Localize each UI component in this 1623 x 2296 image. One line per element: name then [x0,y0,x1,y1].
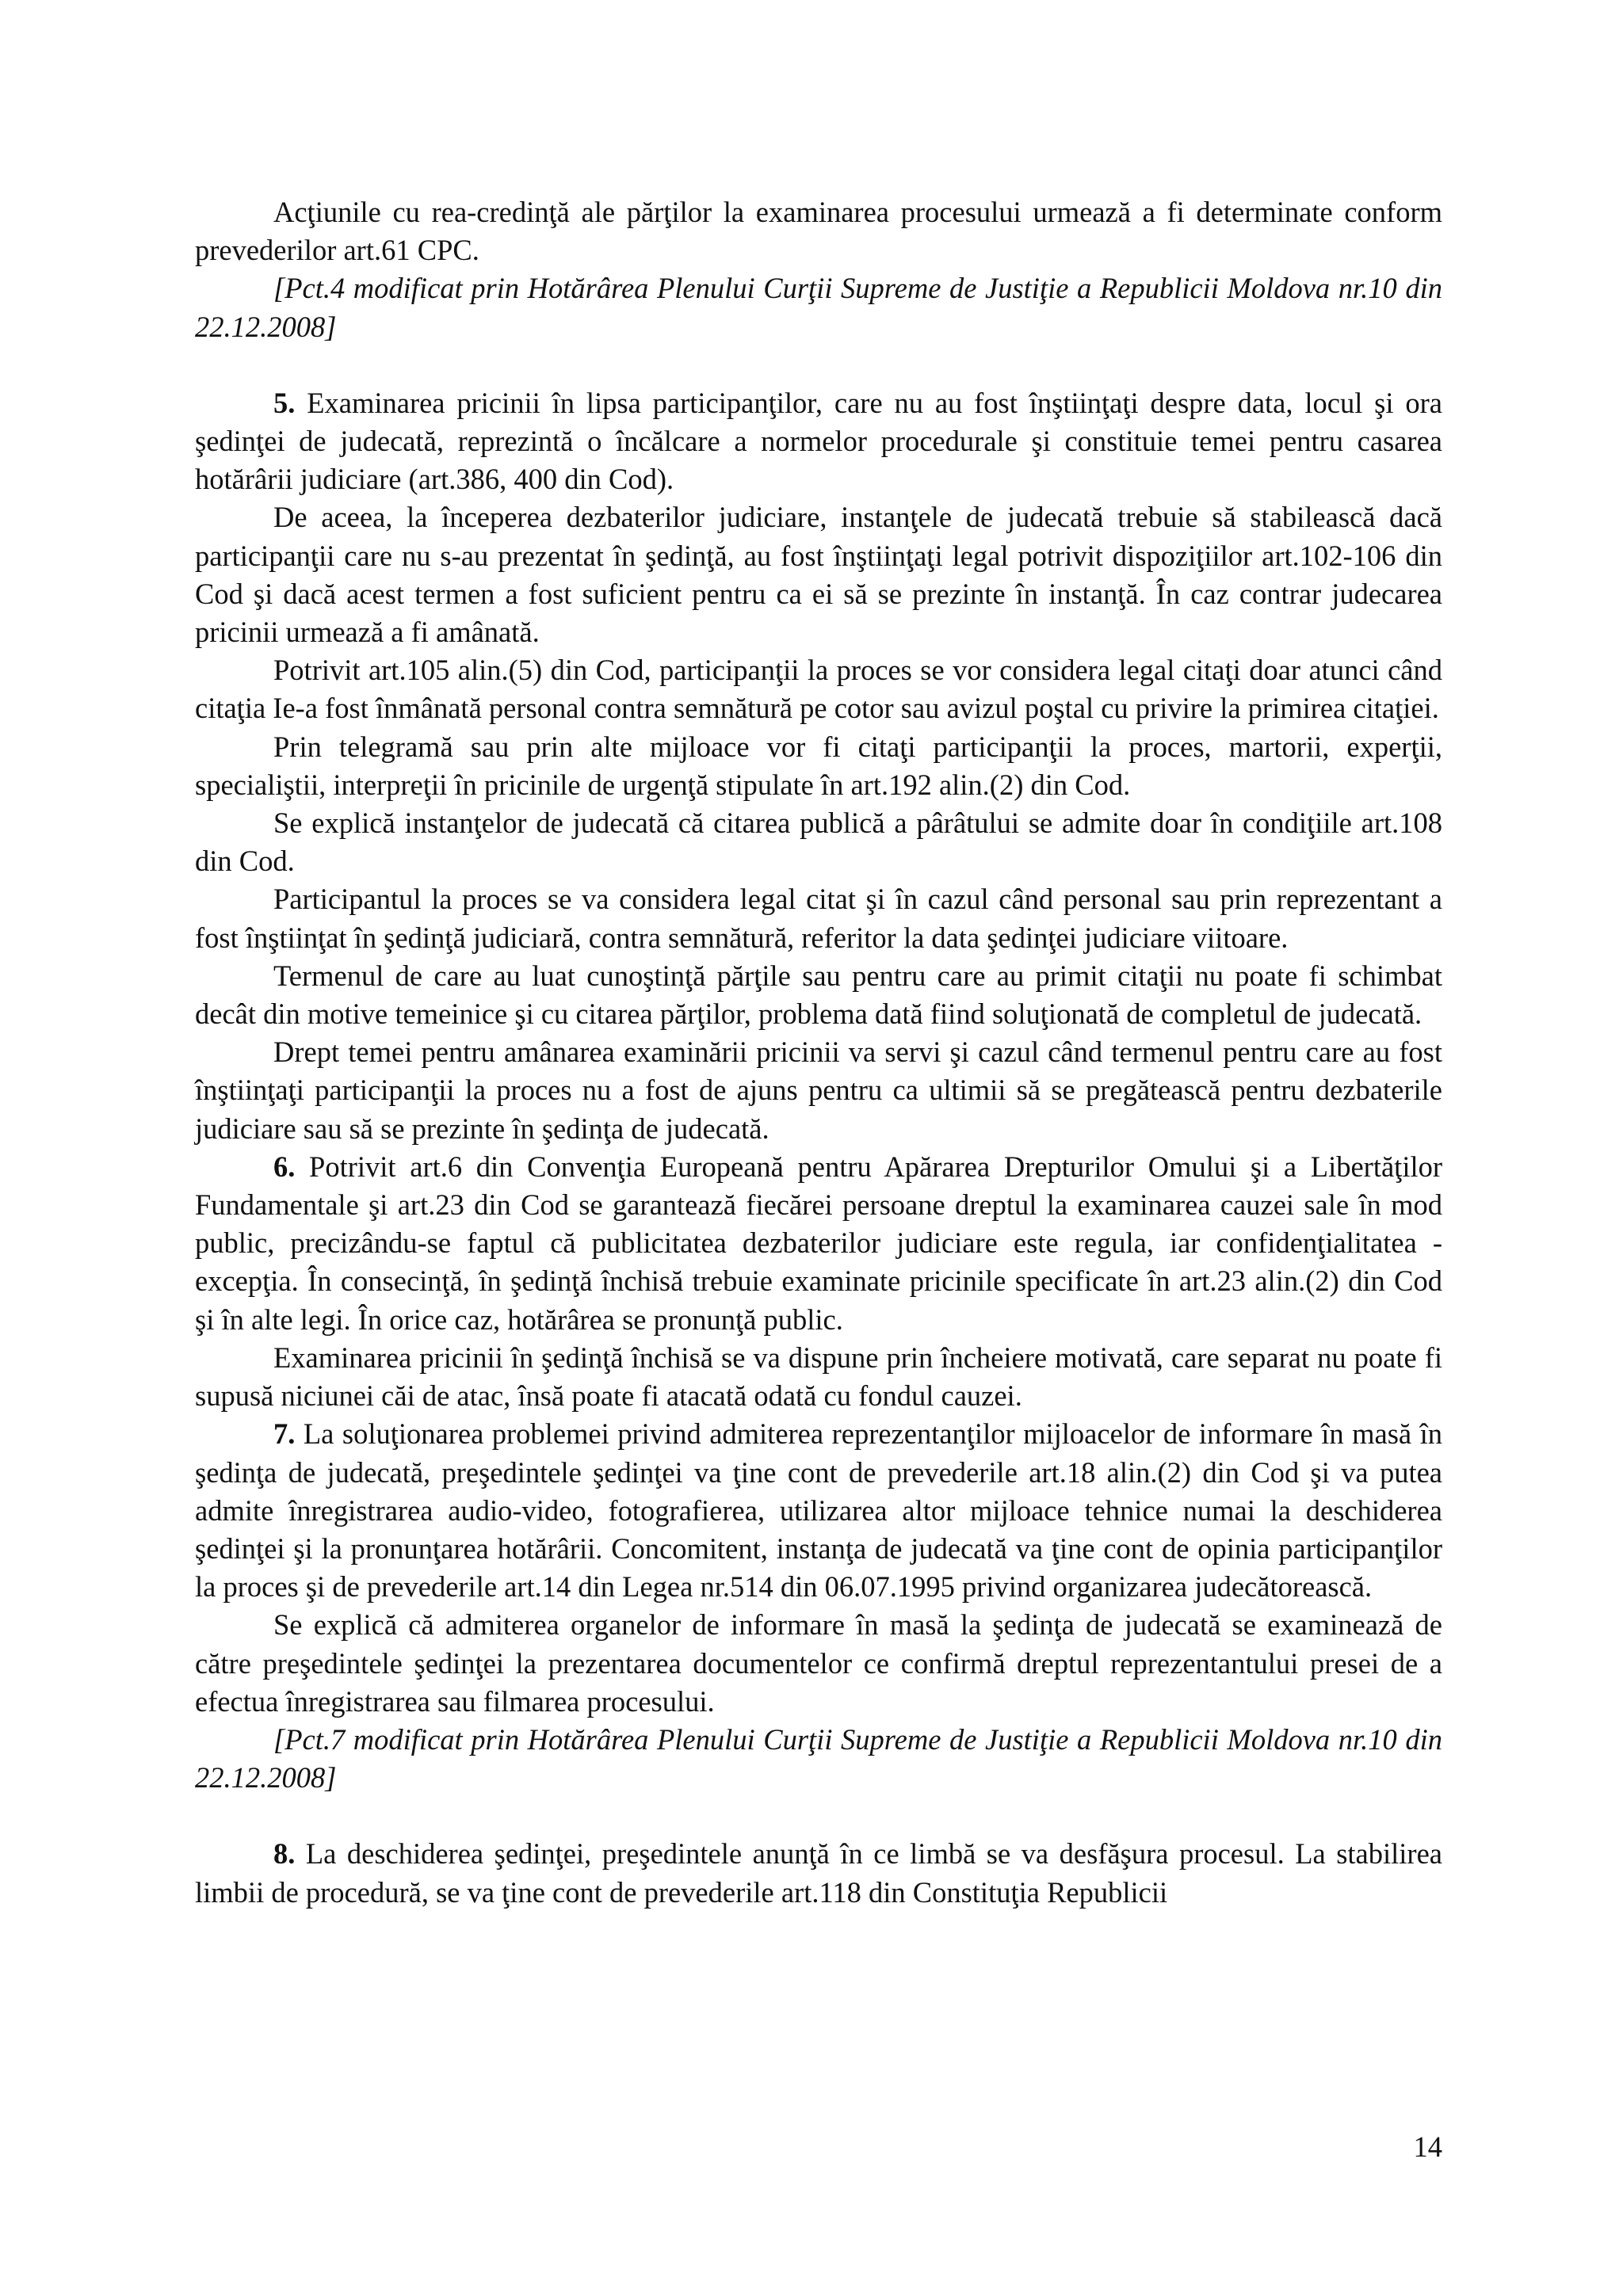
paragraph-text: La deschiderea şedinţei, preşedintele anunţă în ce limbă se va desfăşura procesul. La stabilirea limbii de procedură, se va ţine cont de prevederile art.118 din Constituţia Republicii [195,1837,1442,1909]
paragraph-text: [Pct.4 modificat prin Hotărârea Plenului Curţii Supreme de Justiţie a Republicii Moldova nr.10 din 22.12.2008] [195,272,1442,343]
paragraph-text: Drept temei pentru amânarea examinării pricinii va servi şi cazul când termenul pentru care au fost înştiinţaţi participanţii la proces nu a fost de ajuns pentru ca ultimii să se pregătească pentru dezbaterile judiciare sau să se prezinte în şedinţa de judecată. [195,1035,1442,1145]
paragraph [195,1835,1442,1911]
paragraph-text: Participantul la proces se va considera legal citat şi în cazul când personal sau prin reprezentant a fost înştiinţat în şedinţă judiciară, contra semnătură, referitor la data şedinţei judiciare viitoare. [195,883,1442,954]
paragraph-text: [Pct.7 modificat prin Hotărârea Plenului Curţii Supreme de Justiţie a Republicii Moldova nr.10 din 22.12.2008] [195,1722,1442,1794]
paragraph [195,498,1442,651]
paragraph [195,651,1442,727]
paragraph [195,384,1442,499]
paragraph-text: Acţiunile cu rea-credinţă ale părţilor la examinarea procesului urmează a fi determinate conform prevederilor art.61 CPC. [195,196,1442,267]
paragraph-text: Prin telegramă sau prin alte mijloace vor fi citaţi participanţii la proces, martorii, experţii, specialiştii, interpreţii în pricinile de urgenţă stipulate în art.192 alin.(2) din Cod. [195,730,1442,801]
paragraph [195,1148,1442,1339]
paragraph [195,804,1442,880]
paragraph-text: Termenul de care au luat cunoştinţă părţile sau pentru care au primit citaţii nu poate fi schimbat decât din motive temeinice şi cu citarea părţilor, problema dată fiind soluţionată de completul de judecată. [195,959,1442,1031]
point-number: 6. [273,1150,296,1183]
paragraph-spacer [195,346,1442,384]
point-number: 7. [273,1417,296,1451]
amendment-note [195,1721,1442,1797]
page-number: 14 [1413,2130,1442,2163]
paragraph [195,880,1442,956]
paragraph-spacer [195,1797,1442,1835]
paragraph-text: Se explică instanţelor de judecată că citarea publică a pârâtului se admite doar în condiţiile art.108 din Cod. [195,807,1442,878]
paragraph-text: Examinarea pricinii în şedinţă închisă se va dispune prin încheiere motivată, care separat nu poate fi supusă niciunei căi de atac, însă poate fi atacată odată cu fondul cauzei. [195,1341,1442,1413]
paragraph [195,1033,1442,1148]
paragraph-text: De aceea, la începerea dezbaterilor judiciare, instanţele de judecată trebuie să stabilească dacă participanţii care nu s-au prezentat în şedinţă, au fost înştiinţaţi legal potrivit dispoziţiilor art.102-106 din Cod şi dacă acest termen a fost suficient pentru ca ei să se prezinte în instanţă. În caz contrar judecarea pricinii urmează a fi amânată. [195,501,1442,649]
point-number: 8. [273,1837,296,1871]
document-body [195,193,1442,1912]
paragraph [195,1339,1442,1415]
paragraph-text: Potrivit art.6 din Convenţia Europeană pentru Apărarea Drepturilor Omului şi a Libertăţilor Fundamentale şi art.23 din Cod se garantează fiecărei persoane dreptul la examinarea cauzei sale în mod public, precizându-se faptul că publicitatea dezbaterilor judiciare este regula, iar confidenţialitatea - excepţia. În consecinţă, în şedinţă închisă trebuie examinate pricinile specificate în art.23 alin.(2) din Cod şi în alte legi. În orice caz, hotărârea se pronunţă public. [195,1150,1442,1336]
paragraph [195,1415,1442,1606]
paragraph [195,1606,1442,1721]
paragraph [195,957,1442,1033]
paragraph-text: La soluţionarea problemei privind admiterea reprezentanţilor mijloacelor de informare în masă în şedinţa de judecată, preşedintele şedinţei va ţine cont de prevederile art.18 alin.(2) din Cod şi va putea admite înregistrarea audio-video, fotografierea, utilizarea altor mijloace tehnice numai la deschiderea şedinţei şi la pronunţarea hotărârii. Concomitent, instanţa de judecată va ţine cont de opinia participanţilor la proces şi de prevederile art.14 din Legea nr.514 din 06.07.1995 privind organizarea judecătorească. [195,1417,1442,1604]
amendment-note [195,269,1442,345]
paragraph-text: Se explică că admiterea organelor de informare în masă la şedinţa de judecată se examinează de către preşedintele şedinţei la prezentarea documentelor ce confirmă dreptul reprezentantului presei de a efectua înregistrarea sau filmarea procesului. [195,1608,1442,1718]
paragraph [195,193,1442,269]
point-number: 5. [273,386,296,419]
paragraph-text: Examinarea pricinii în lipsa participanţilor, care nu au fost înştiinţaţi despre data, locul şi ora şedinţei de judecată, reprezintă o încălcare a normelor procedurale şi constituie temei pentru casarea hotărârii judiciare (art.386, 400 din Cod). [195,386,1442,496]
paragraph [195,728,1442,804]
paragraph-text: Potrivit art.105 alin.(5) din Cod, participanţii la proces se vor considera legal citaţi doar atunci când citaţia Ie-a fost înmânată personal contra semnătură pe cotor sau avizul poştal cu privire la primirea citaţiei. [195,654,1442,725]
